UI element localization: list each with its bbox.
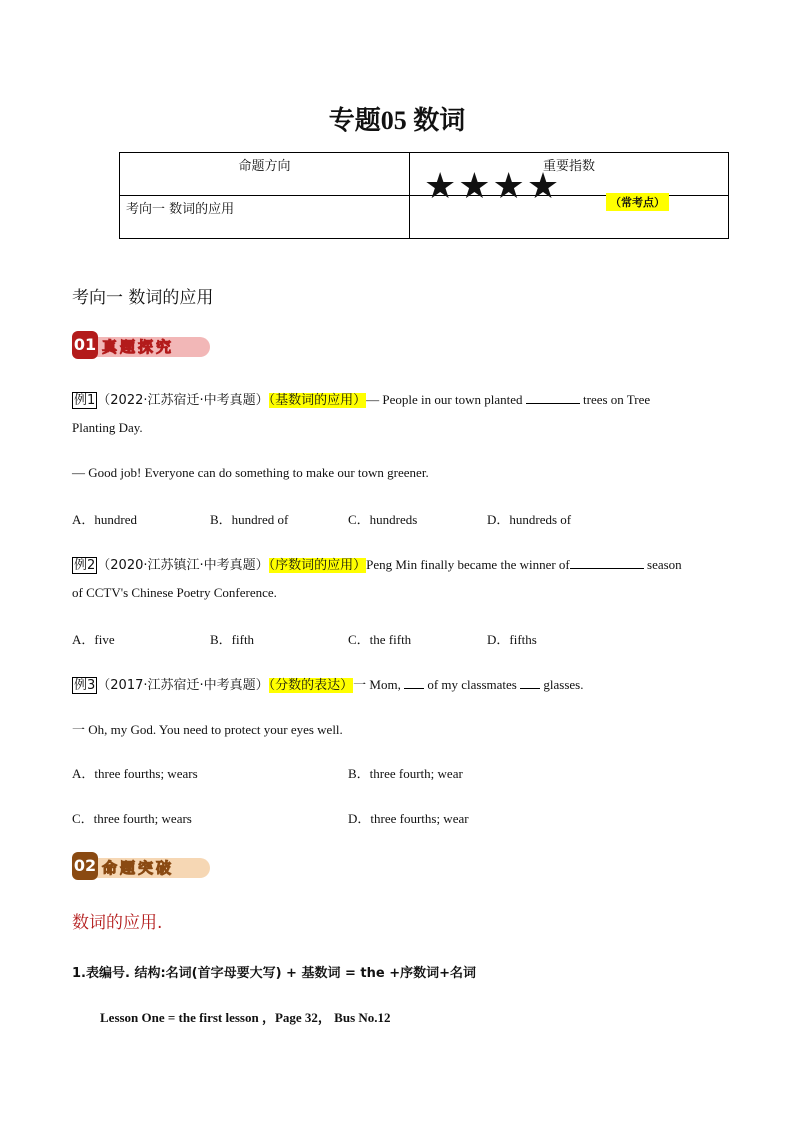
ex2-question [72, 554, 682, 573]
ex1-text-b: trees on Tree [583, 392, 651, 407]
ex3-option-c: C．three fourth; wears [72, 811, 192, 826]
page-title: 专题05 数词 [328, 106, 466, 135]
ex3-option-d: D．three fourths; wear [348, 811, 469, 826]
banner-breakthrough [72, 852, 212, 880]
ex3-source: （2017·江苏宿迁·中考真题） [97, 678, 269, 693]
ex1-option-b: B．hundred of [210, 512, 289, 527]
ex3-text-c: glasses. [543, 677, 584, 692]
banner-number: 02 [72, 852, 98, 880]
section-title: 考向一 数词的应用 [72, 288, 214, 308]
table-cell-direction: 考向一 数词的应用 [120, 196, 410, 239]
ex3-option-a: A．three fourths; wears [72, 766, 198, 781]
ex2-text-c: of CCTV's Chinese Poetry Conference. [72, 585, 277, 600]
banner-label: 真题探究 [102, 338, 175, 356]
table-header-importance: 重要指数 [410, 153, 729, 196]
ex1-tag: 例1 [74, 393, 96, 408]
ex1-topic: （基数词的应用） [268, 393, 367, 408]
ex2-topic: （序数词的应用） [268, 558, 367, 573]
importance-stars: ★★★★ [424, 166, 562, 206]
ex2-option-b: B．fifth [210, 632, 255, 647]
ex2-text-b: season [647, 557, 682, 572]
ex3-text-b: of my classmates [427, 677, 517, 692]
ex3-reply: 一 Oh, my God. You need to protect your eyes well. [72, 722, 343, 737]
ex2-source: （2020·江苏镇江·中考真题） [97, 558, 269, 573]
ex1-text-a: — People in our town planted [366, 392, 523, 407]
ex2-text-a: Peng Min finally became the winner of [366, 557, 570, 572]
ex3-option-b: B．three fourth; wear [348, 766, 463, 781]
frequent-badge: （常考点） [606, 193, 669, 211]
ex3-question [72, 674, 583, 693]
rule-text: 1.表编号. 结构:名词(首字母要大写) + 基数词 = the +序数词+名词 [72, 966, 477, 981]
ex1-question [72, 389, 650, 408]
ex1-option-a: A．hundred [72, 512, 137, 527]
example-line: Lesson One = the first lesson ，Page 32， Bus No.12 [100, 1010, 391, 1025]
ex3-blank-1 [404, 676, 424, 689]
ex2-blank [570, 556, 644, 569]
ex1-reply: — Good job! Everyone can do something to make our town greener. [72, 465, 429, 480]
ex1-option-d: D．hundreds of [487, 512, 572, 527]
table-header-direction: 命题方向 [120, 153, 410, 196]
ex2-tag: 例2 [74, 558, 96, 573]
ex3-tag: 例3 [74, 678, 96, 693]
ex1-option-c: C．hundreds [348, 512, 418, 527]
ex2-option-c: C．the fifth [348, 632, 412, 647]
ex1-blank [526, 391, 580, 404]
ex1-source: （2022·江苏宿迁·中考真题） [97, 393, 269, 408]
banner-number: 01 [72, 331, 98, 359]
ex2-option-a: A．five [72, 632, 115, 647]
ex3-blank-2 [520, 676, 540, 689]
ex3-topic: （分数的表达） [268, 678, 354, 693]
ex1-text-c: Planting Day. [72, 420, 143, 435]
red-heading: 数词的应用. [72, 913, 163, 933]
banner-label: 命题突破 [102, 859, 175, 877]
banner-real-exam [72, 331, 212, 359]
ex2-option-d: D．fifths [487, 632, 537, 647]
ex3-text-a: 一 Mom, [353, 677, 401, 692]
